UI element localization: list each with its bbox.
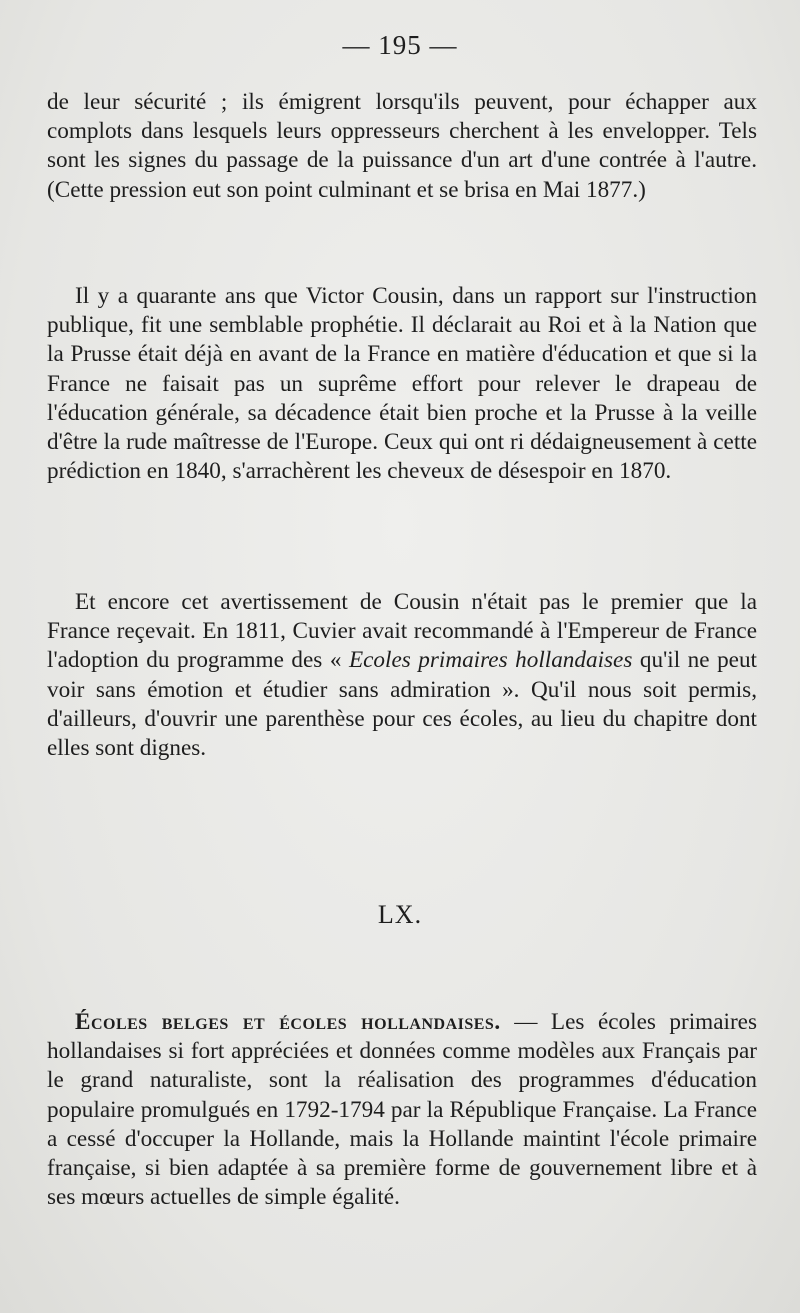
paragraph-4-heading: Écoles belges et écoles hollandaises.	[75, 1009, 501, 1035]
paragraph-1	[47, 88, 757, 205]
section-title: LX.	[377, 900, 423, 929]
paragraph-4-text	[47, 1008, 757, 1212]
paragraph-2	[47, 282, 757, 486]
paragraph-3-before-italic: Et encore cet avertissement de Cousin n'était pas le premier que la France reçevait. En 1811, Cuvier avait recommandé à l'Empereur de France l'adoption du programme des «	[47, 589, 757, 674]
paragraph-1-text: de leur sécurité ; ils émigrent lorsqu'ils peuvent, pour échapper aux complots dans lesquels leurs oppresseurs cherchent à les envelopper. Tels sont les signes du passage de la puissance d'un art d'une contrée à l'autre. (Cette pression eut son point culminant et se brisa en Mai 1877.)	[47, 89, 757, 203]
paragraph-4-body: — Les écoles primaires hollandaises si fort appréciées et données comme modèles aux Français par le grand naturaliste, sont la réalisation des programmes d'éducation populaire promulgués en 1792-1794 par la République Française. La France a cessé d'occuper la Hollande, mais la Hollande maintint l'école primaire française, si bien adaptée à sa première forme de gouvernement libre et à ses mœurs actuelles de simple égalité.	[47, 1009, 757, 1211]
paragraph-3-after-italic: qu'il ne peut voir sans émotion et étudier sans admiration ». Qu'il nous soit permis, d'ailleurs, d'ouvrir une parenthèse pour ces écoles, au lieu du chapitre dont elles sont dignes.	[47, 647, 757, 762]
paragraph-3-text	[47, 588, 757, 763]
page-number: — 195 —	[342, 30, 458, 60]
paragraph-3	[47, 588, 757, 763]
paragraph-2-text: Il y a quarante ans que Victor Cousin, dans un rapport sur l'instruction publique, fit une semblable prophétie. Il déclarait au Roi et à la Nation que la Prusse était déjà en avant de la France en matière d'éducation et que si la France ne faisait pas un suprême effort pour relever le drapeau de l'éducation générale, sa décadence était bien proche et la Prusse à la veille d'être la rude maîtresse de l'Europe. Ceux qui ont ri dédaigneusement à cette prédiction en 1840, s'arrachèrent les cheveux de désespoir en 1870.	[47, 283, 757, 485]
paragraph-4	[47, 1008, 757, 1212]
paragraph-3-italic-title: Ecoles primaires hollandaises	[348, 647, 633, 674]
